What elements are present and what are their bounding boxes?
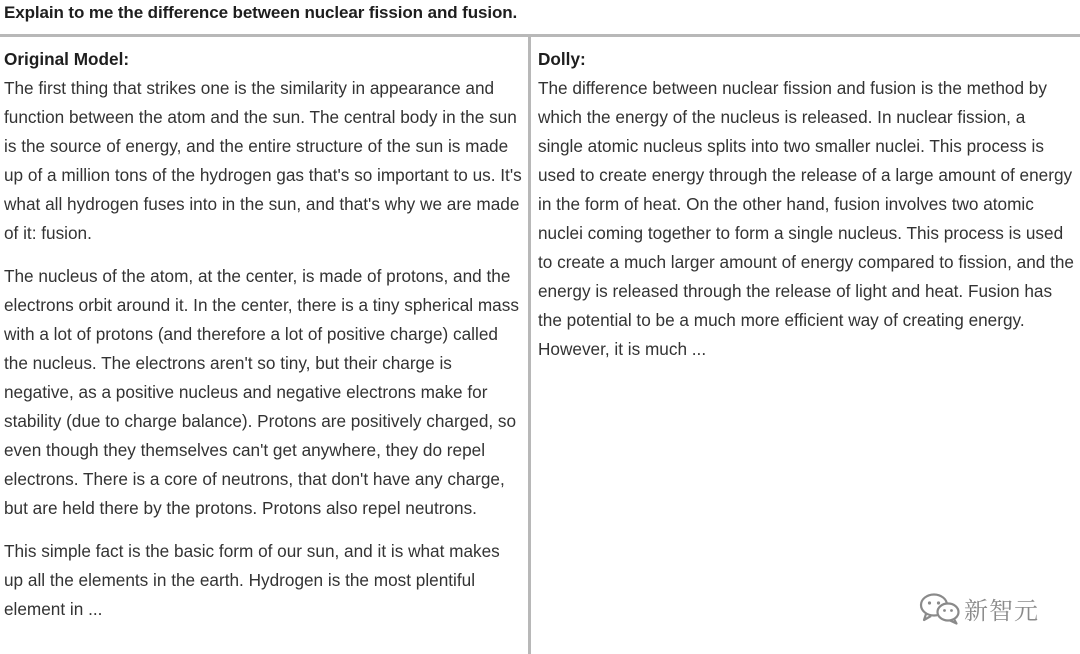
vertical-divider [528, 37, 531, 654]
wechat-icon [918, 591, 962, 625]
original-model-paragraph: The first thing that strikes one is the similarity in appearance and function between the atom and the sun. The central body in the sun is the source of energy, and the entire structure of the sun is made up of a million tons of the hydrogen gas that's so important to us. It's what all hydrogen fuses into in the sun, and that's why we are made of it: fusion. [4, 78, 522, 243]
original-model-paragraph: The nucleus of the atom, at the center, is made of protons, and the electrons orbit around it. In the center, there is a tiny spherical mass with a lot of protons (and therefore a lot of positive charge) called the nucleus. The electrons aren't so tiny, but their charge is negative, as a positive nucleus and negative electrons make for stability (due to charge balance). Protons are positively charged, so even though they themselves can't get anywhere, they do repel electrons. There is a core of neutrons, that don't have any charge, but are held there by the protons. Protons also repel neutrons. [4, 266, 519, 518]
dolly-column [538, 45, 1074, 378]
dolly-paragraph: The difference between nuclear fission and fusion is the method by which the energy of the nucleus is released. In nuclear fission, a single atomic nucleus splits into two smaller nuclei. This process is used to create energy through the release of a large amount of energy in the form of heat. On the other hand, fusion involves two atomic nuclei coming together to form a single nucleus. This process is used to create a much larger amount of energy compared to fission, and the energy is released through the release of light and heat. Fusion has the potential to be a much more efficient way of creating energy. However, it is much ... [538, 78, 1074, 359]
original-model-column [4, 45, 522, 638]
prompt-heading: Explain to me the difference between nuclear fission and fusion. [4, 3, 518, 22]
watermark [918, 588, 1039, 628]
watermark-text: 新智元 [964, 596, 1039, 625]
original-model-title: Original Model: [4, 49, 130, 69]
dolly-title: Dolly: [538, 49, 586, 69]
horizontal-divider [0, 34, 1080, 37]
original-model-paragraph: This simple fact is the basic form of our sun, and it is what makes up all the elements in the earth. Hydrogen is the most plentiful element in ... [4, 541, 500, 619]
